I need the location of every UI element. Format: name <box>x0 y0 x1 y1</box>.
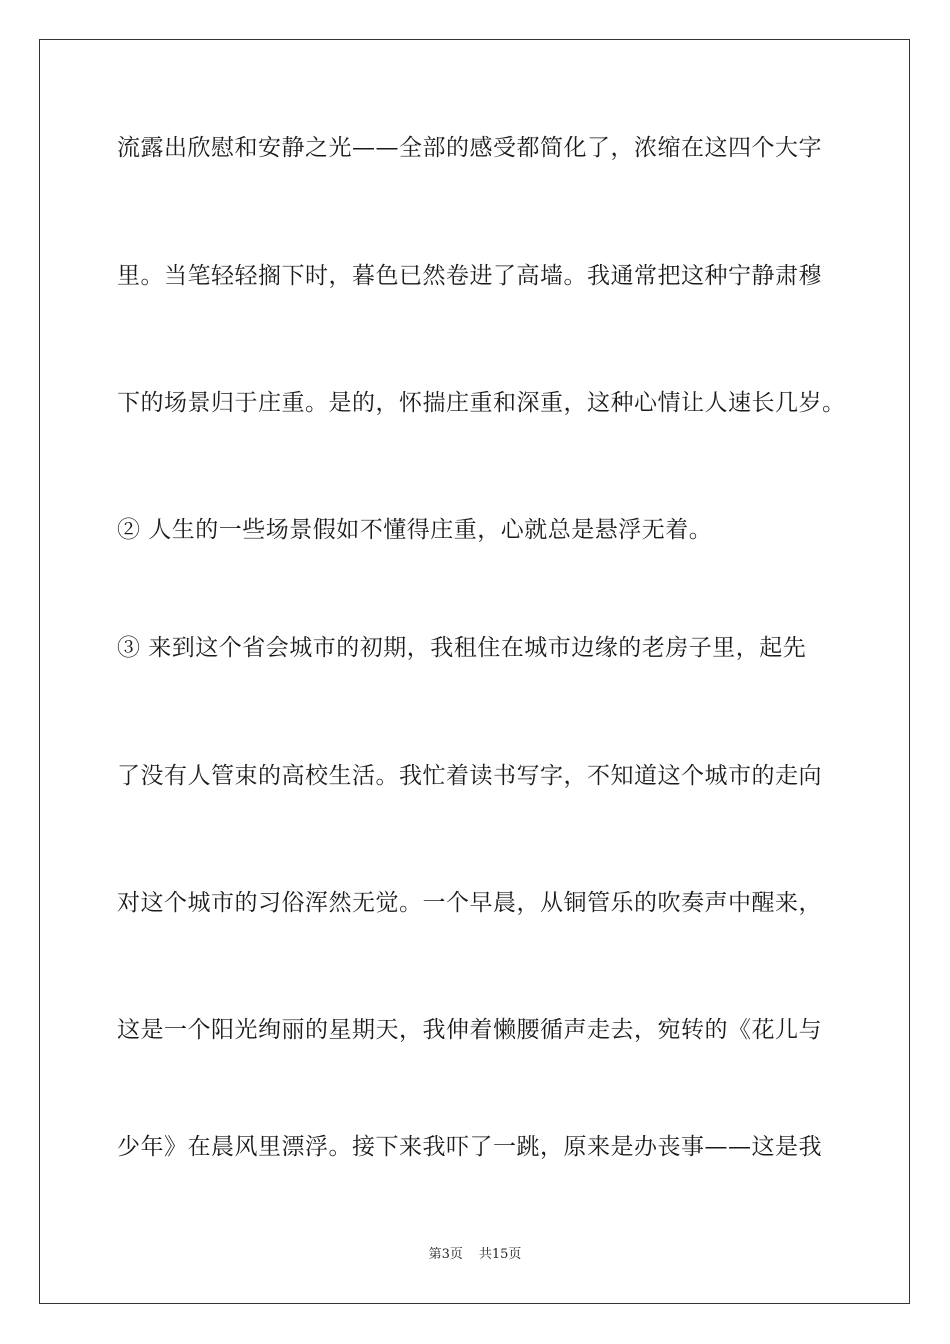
text-line: 对这个城市的习俗浑然无觉。一个早晨，从铜管乐的吹奏声中醒来， <box>117 890 822 916</box>
text-line: ③ 来到这个省会城市的初期，我租住在城市边缘的老房子里，起先 <box>117 635 807 661</box>
page-total: 共15页 <box>478 1247 522 1262</box>
text-line: ② 人生的一些场景假如不懂得庄重，心就总是悬浮无着。 <box>117 517 713 543</box>
page-number: 第3页 <box>428 1247 463 1262</box>
page-border <box>39 39 910 1304</box>
text-line: 下的场景归于庄重。是的，怀揣庄重和深重，这种心情让人速长几岁。 <box>117 390 846 416</box>
text-line: 流露出欣慰和安静之光——全部的感受都简化了，浓缩在这四个大字 <box>117 135 822 161</box>
text-line: 少年》在晨风里漂浮。接下来我吓了一跳，原来是办丧事——这是我 <box>117 1134 822 1160</box>
text-line: 里。当笔轻轻搁下时，暮色已然卷进了高墙。我通常把这种宁静肃穆 <box>117 263 822 289</box>
page-footer <box>0 1245 950 1265</box>
text-line: 了没有人管束的高校生活。我忙着读书写字，不知道这个城市的走向 <box>117 763 822 789</box>
text-line: 这是一个阳光绚丽的星期天，我伸着懒腰循声走去，宛转的《花儿与 <box>117 1017 822 1043</box>
